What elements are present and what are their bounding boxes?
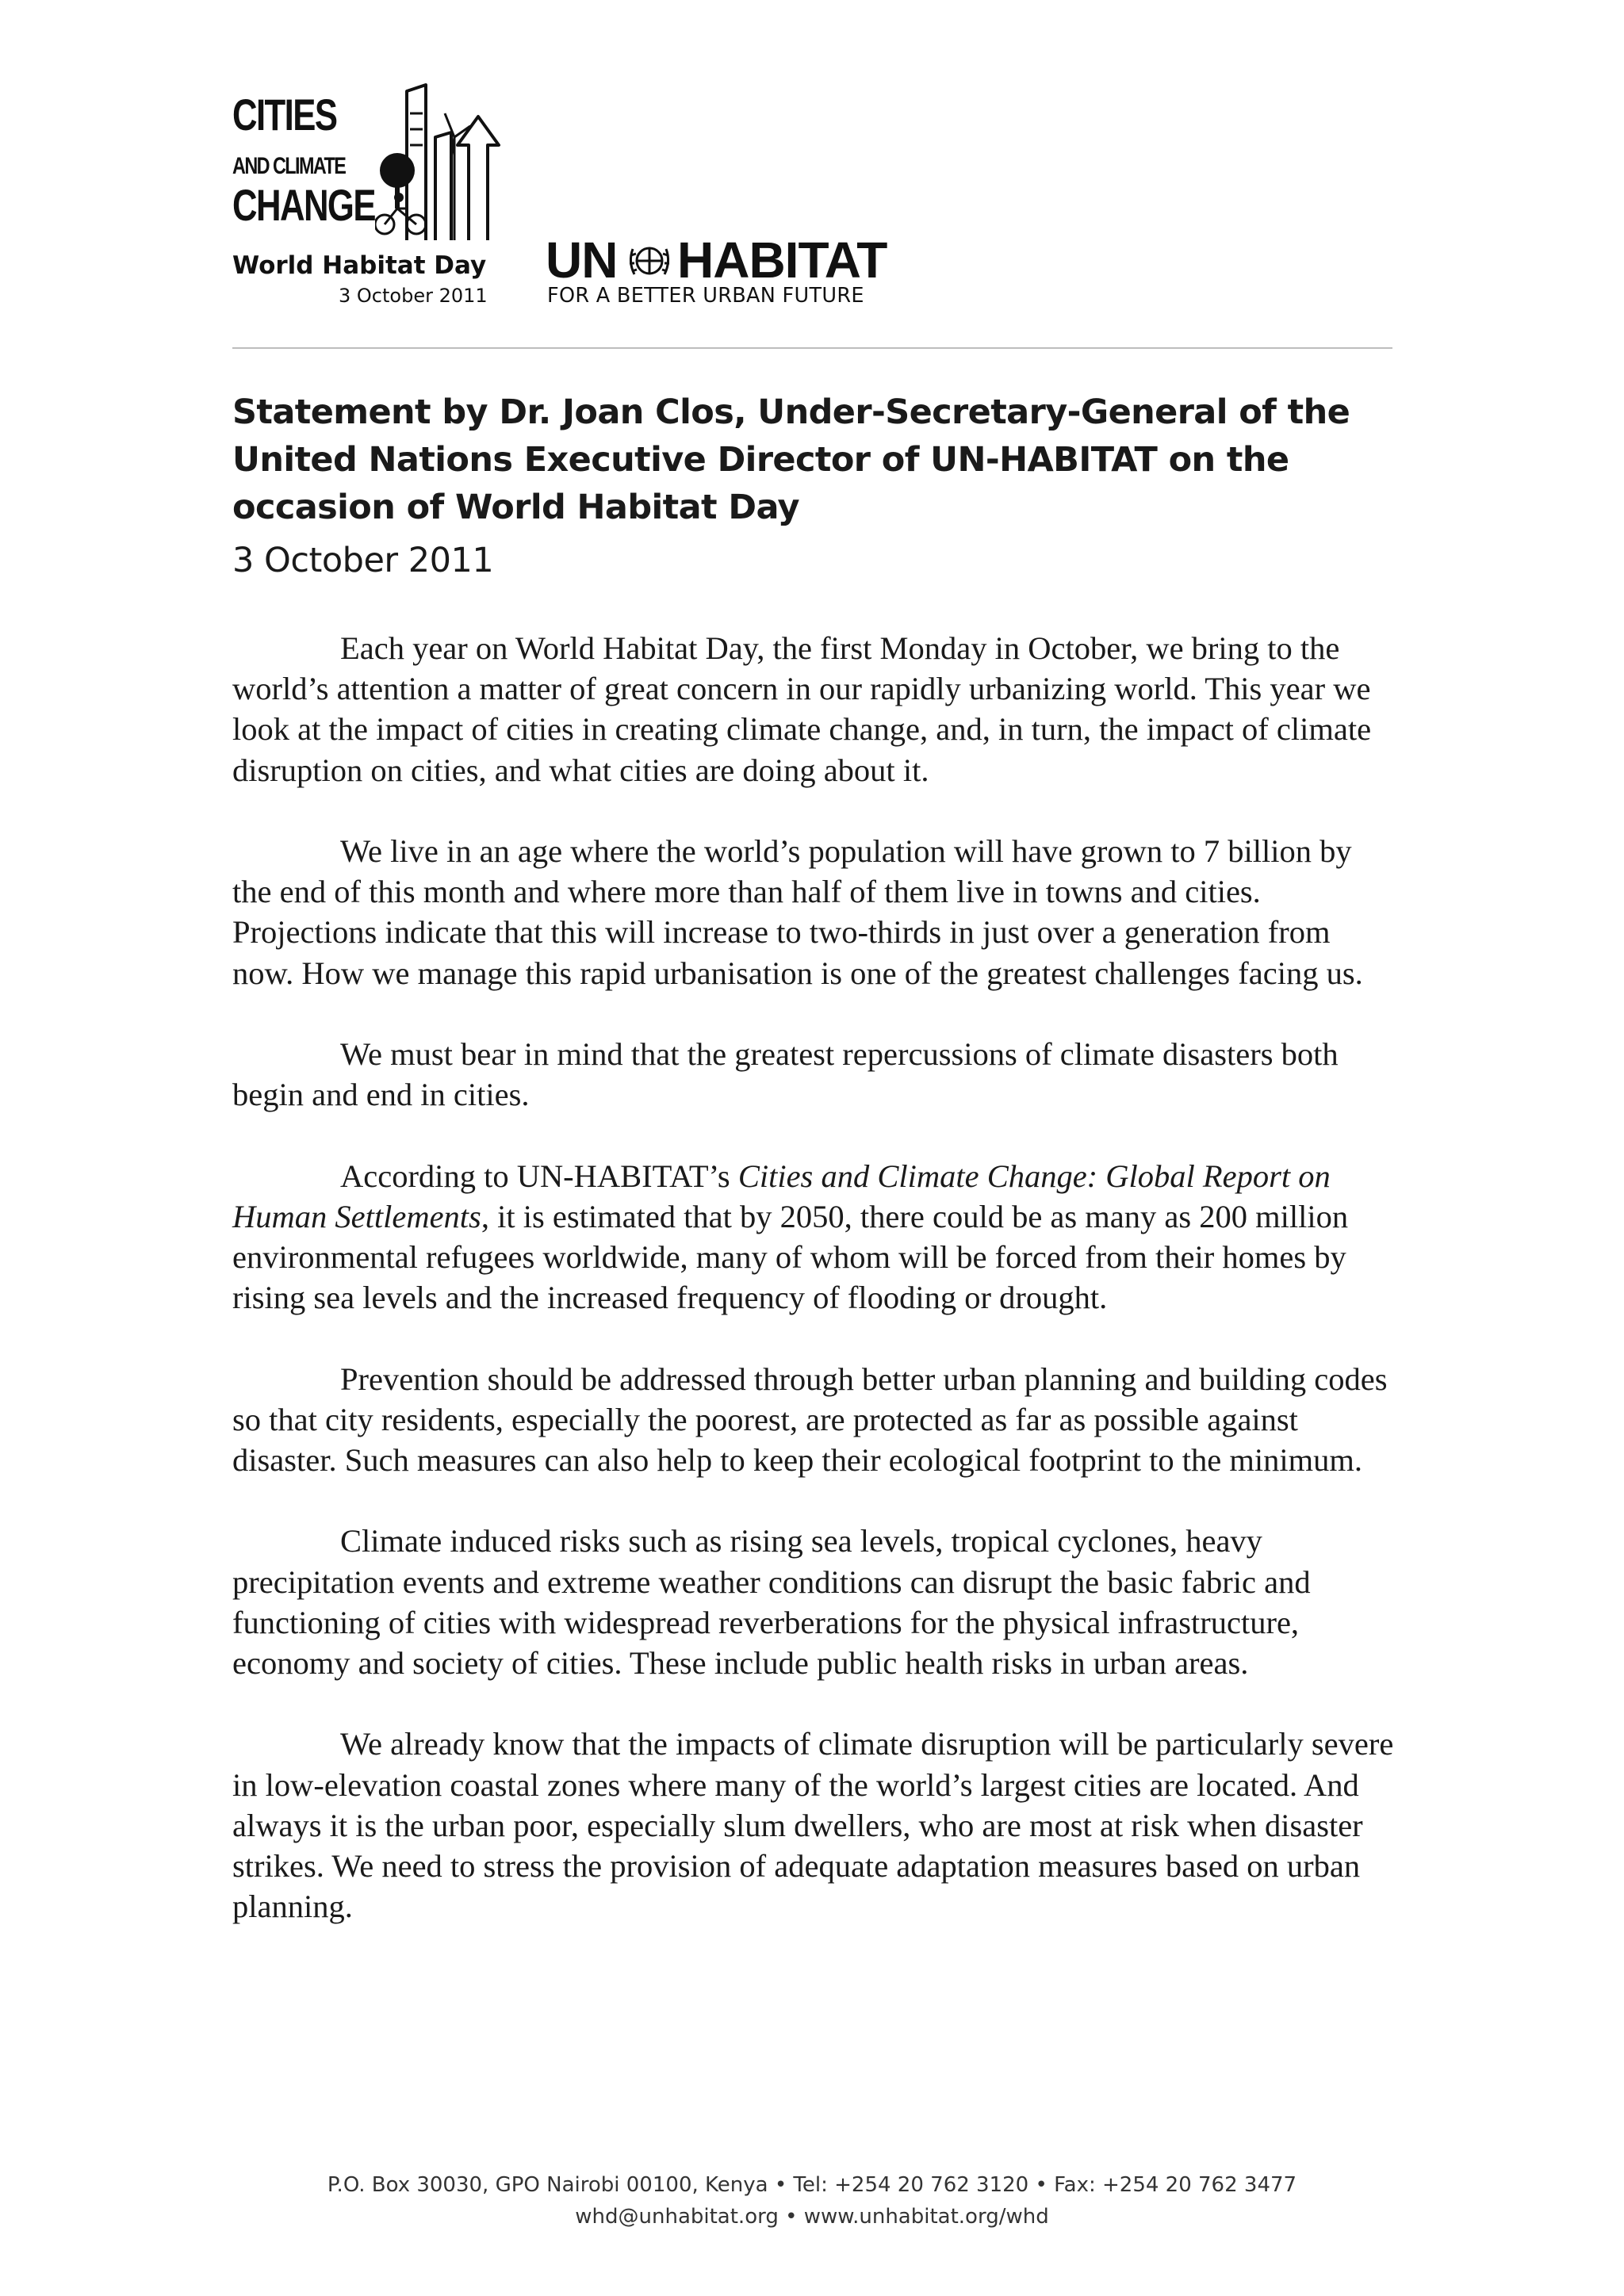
paragraph-rest-text: , it is estimated that by 2050, there could be as many as 200 million environmental refugees worldwide, many of whom will be forced from their homes by rising sea levels and the increased frequency of flooding or drought. — [232, 1198, 1349, 1316]
page-footer — [0, 2169, 1624, 2233]
body-paragraph: We live in an age where the world’s population will have grown to 7 billion by the end of this month and where more than half of them live in towns and cities. Projections indicate that this will increase to two-thirds in just over a generation from now. How we manage this rapid urbanisation is one of the greatest challenges facing us. — [232, 833, 1363, 991]
body-paragraph: Climate induced risks such as rising sea levels, tropical cyclones, heavy precipitation events and extreme weather conditions can disrupt the basic fabric and functioning of cities with widespread reverberations for the physical infrastructure, economy and society of cities. These include public health risks in urban areas. — [232, 1523, 1311, 1681]
statement-title: Statement by Dr. Joan Clos, Under-Secretary-General of the United Nations Executive Director of UN-HABITAT on the occasion of World Habitat Day — [232, 392, 1350, 527]
body-paragraph: Prevention should be addressed through better urban planning and building codes so that city residents, especially the poorest, are protected as far as possible against disaster. Such measures can also help to keep their ecological footprint to the minimum. — [232, 1360, 1388, 1478]
statement-body — [232, 628, 1398, 1968]
logo-line-change: CHANGE — [232, 180, 375, 230]
report-title: Cities and Climate Change: Global Report on Human Settlements — [232, 1158, 1331, 1234]
un-habitat-name-right: HABITAT — [677, 232, 887, 289]
body-paragraph: We already know that the impacts of climate disruption will be particularly severe in low-elevation coastal zones where many of the world’s largest cities are located. And always it is the urban poor, especially slum dwellers, who are most at risk when disaster strikes. We need to stress the provision of adequate adaptation measures based on urban planning. — [232, 1726, 1394, 1925]
cities-and-climate-change-logo — [232, 82, 502, 312]
footer-address: P.O. Box 30030, GPO Nairobi 00100, Kenya • Tel: +254 20 762 3120 • Fax: +254 20 762 3477 — [327, 2173, 1297, 2197]
city-skyline-icon — [375, 82, 502, 240]
event-date: 3 October 2011 — [339, 285, 488, 307]
body-paragraph: Each year on World Habitat Day, the first Monday in October, we bring to the world’s attention a matter of great concern in our rapidly urbanizing world. This year we look at the impact of cities in creating climate change, and, in turn, the impact of climate disruption on cities, and what cities are doing about it. — [232, 630, 1372, 788]
logo-line-and-climate: AND CLIMATE — [232, 153, 346, 179]
paragraph-lead-text: According to UN-HABITAT’s — [340, 1158, 738, 1194]
body-paragraph — [232, 1156, 1398, 1318]
footer-contact: whd@unhabitat.org • www.unhabitat.org/whd — [575, 2205, 1049, 2229]
un-habitat-tagline: FOR A BETTER URBAN FUTURE — [547, 284, 864, 308]
logo-line-cities: CITIES — [232, 90, 337, 140]
statement-date: 3 October 2011 — [232, 541, 494, 580]
header-divider — [232, 347, 1392, 349]
body-paragraph: We must bear in mind that the greatest repercussions of climate disasters both begin and end in cities. — [232, 1036, 1339, 1113]
event-name: World Habitat Day — [232, 251, 487, 280]
un-habitat-logo — [546, 232, 926, 314]
un-emblem-icon — [625, 238, 674, 284]
un-habitat-name-left: UN — [546, 232, 618, 289]
